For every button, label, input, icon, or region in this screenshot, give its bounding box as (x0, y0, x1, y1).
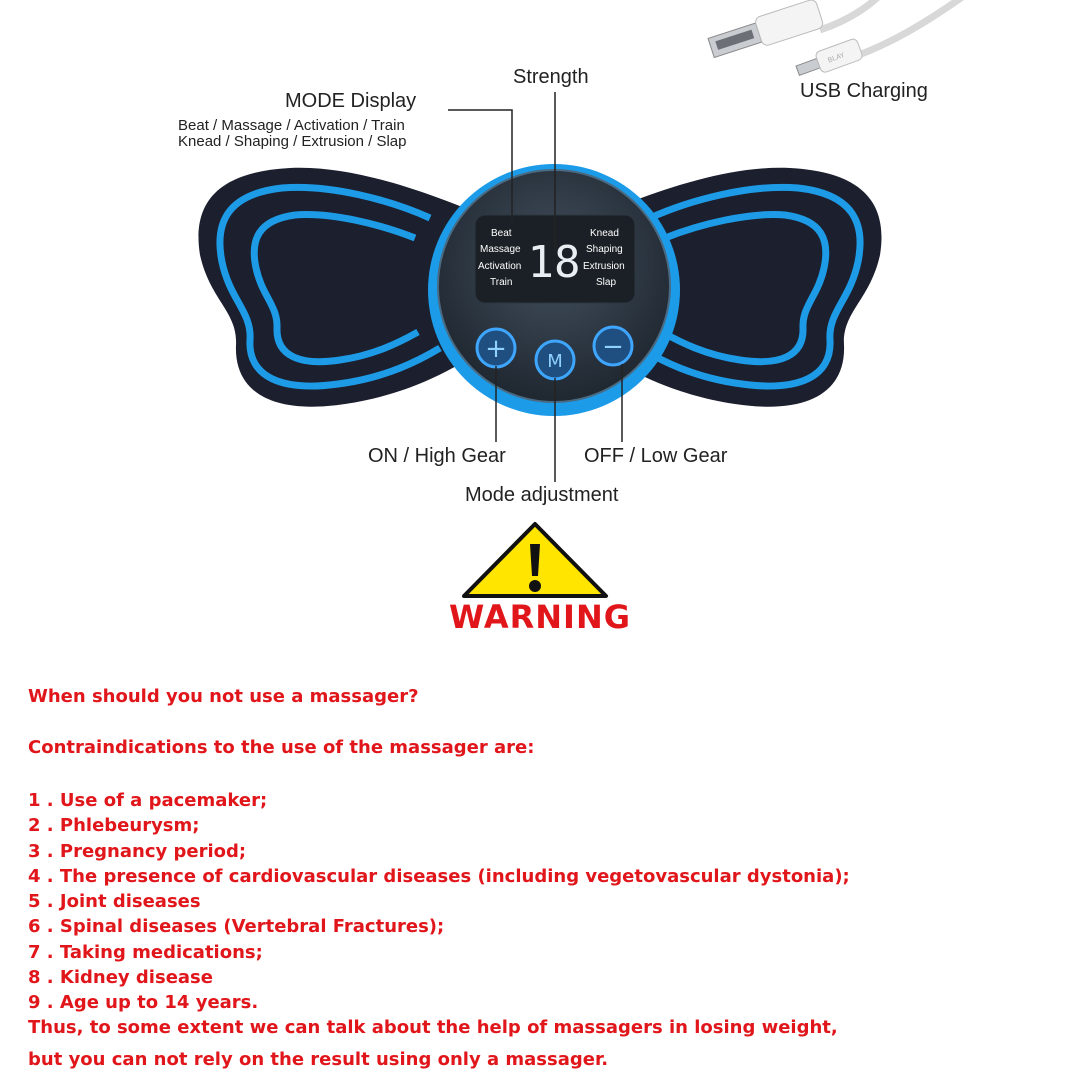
list-item: 1 . Use of a pacemaker; (28, 790, 268, 811)
list-item: 7 . Taking medications; (28, 941, 263, 963)
list-item: 4 . The presence of cardiovascular diseases (including vegetovascular dystonia); (28, 865, 850, 887)
list-item: 5 . Joint diseases (28, 891, 201, 913)
screen-mode-shaping: Shaping (586, 244, 623, 255)
screen-mode-activation: Activation (478, 261, 522, 272)
screen-mode-extrusion: Extrusion (583, 261, 625, 272)
screen-mode-slap: Slap (596, 277, 617, 288)
mode-list-line-2: Knead / Shaping / Extrusion / Slap (178, 133, 407, 150)
list-item: 2 . Phlebeurysm; (28, 815, 200, 837)
off-low-gear-label: OFF / Low Gear (584, 445, 728, 467)
minus-icon: − (602, 332, 624, 362)
usb-charging-label: USB Charging (800, 80, 928, 102)
mode-m-icon: M (547, 351, 563, 372)
massager-device (0, 0, 1080, 520)
cable-brand-text: BLAY (827, 51, 846, 65)
mode-list-line-1: Beat / Massage / Activation / Train (178, 117, 405, 134)
strength-label: Strength (513, 66, 589, 88)
screen-strength-value: 18 (527, 237, 581, 288)
screen-mode-knead: Knead (590, 228, 619, 239)
list-item: 9 . Age up to 14 years. (28, 992, 259, 1014)
warning-conclusion-1: Thus, to some extent we can talk about the help of massagers in losing weight, (28, 1017, 838, 1038)
screen-mode-massage: Massage (480, 244, 521, 255)
on-high-gear-label: ON / High Gear (368, 445, 506, 467)
mode-adjustment-label: Mode adjustment (465, 484, 619, 506)
plus-icon: + (485, 334, 507, 364)
contraindication-list (28, 788, 850, 1016)
warning-triangle-icon (460, 520, 610, 600)
warning-conclusion-2: but you can not rely on the result using only a massager. (28, 1049, 609, 1070)
list-item: 8 . Kidney disease (28, 967, 213, 989)
list-item: 6 . Spinal diseases (Vertebral Fractures); (28, 916, 445, 938)
warning-question: When should you not use a massager? (28, 686, 419, 707)
warning-title: WARNING (449, 598, 631, 636)
screen-mode-train: Train (490, 277, 513, 288)
mode-display-label: MODE Display (285, 90, 417, 112)
list-item: 3 . Pregnancy period; (28, 840, 247, 862)
warning-intro: Contraindications to the use of the massager are: (28, 737, 535, 758)
screen-mode-beat: Beat (491, 228, 512, 239)
